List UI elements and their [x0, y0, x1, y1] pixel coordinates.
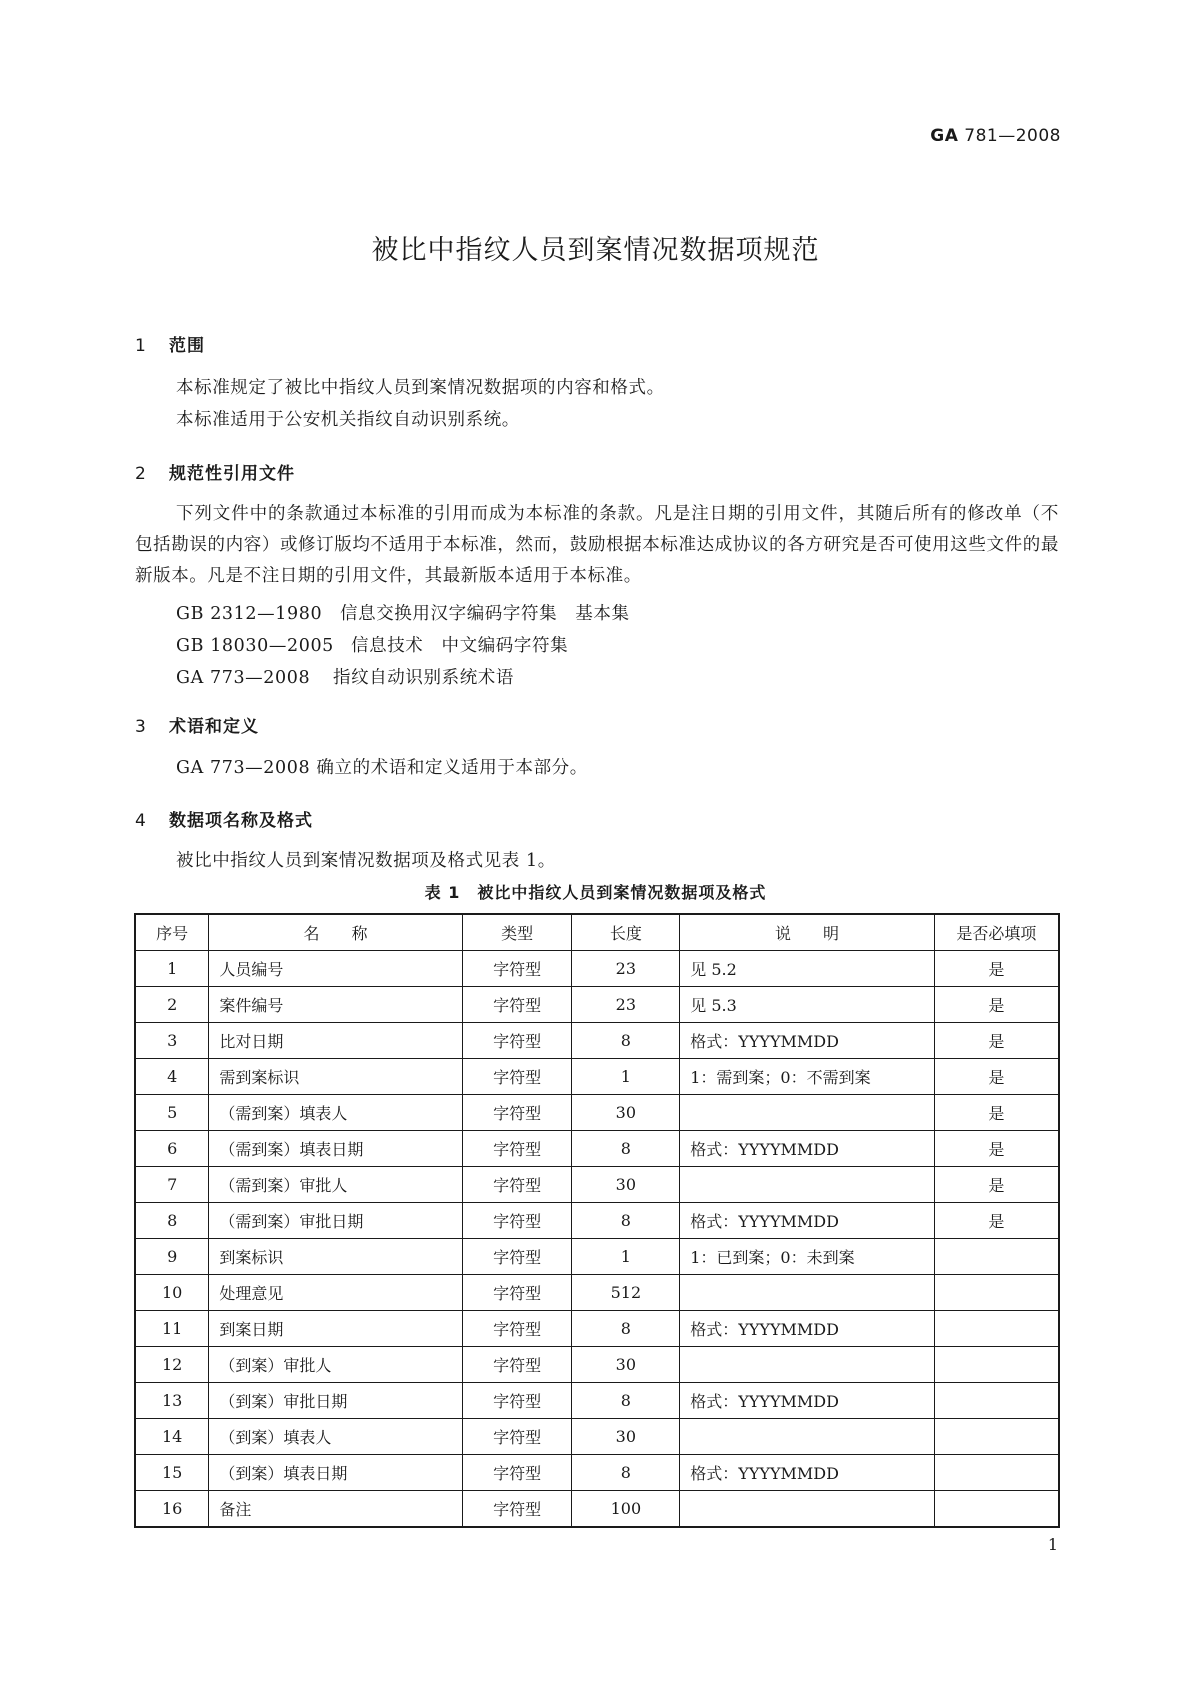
- cell-type: 字符型: [462, 1455, 572, 1491]
- terms-paragraph: GA 773—2008 确立的术语和定义适用于本部分。: [176, 758, 588, 778]
- cell-length: 8: [572, 1383, 680, 1419]
- reference-title: 信息交换用汉字编码字符集 基本集: [340, 604, 630, 624]
- section-number: 3: [135, 717, 147, 737]
- reference-item: [176, 632, 568, 657]
- table-row: [135, 1203, 1059, 1239]
- cell-name: 比对日期: [209, 1023, 462, 1059]
- cell-seq: 11: [135, 1311, 209, 1347]
- cell-description: 见 5.2: [680, 951, 935, 987]
- section-title: 术语和定义: [169, 717, 259, 737]
- reference-item: [176, 600, 630, 625]
- cell-type: 字符型: [462, 951, 572, 987]
- cell-seq: 12: [135, 1347, 209, 1383]
- cell-seq: 16: [135, 1491, 209, 1528]
- header-length: 长度: [572, 914, 680, 951]
- cell-type: 字符型: [462, 1131, 572, 1167]
- cell-required: [934, 1311, 1059, 1347]
- data-items-table: [134, 913, 1060, 1528]
- cell-required: 是: [934, 1023, 1059, 1059]
- cell-length: 1: [572, 1239, 680, 1275]
- cell-name: （到案）填表人: [209, 1419, 462, 1455]
- cell-name: （需到案）填表日期: [209, 1131, 462, 1167]
- cell-type: 字符型: [462, 1059, 572, 1095]
- cell-required: [934, 1419, 1059, 1455]
- cell-required: [934, 1491, 1059, 1528]
- table-row: [135, 1383, 1059, 1419]
- table-row: [135, 1239, 1059, 1275]
- reference-code: GB 2312—1980: [176, 604, 323, 624]
- cell-required: 是: [934, 1131, 1059, 1167]
- cell-seq: 5: [135, 1095, 209, 1131]
- cell-name: （需到案）填表人: [209, 1095, 462, 1131]
- cell-type: 字符型: [462, 1491, 572, 1528]
- cell-seq: 6: [135, 1131, 209, 1167]
- header-type: 类型: [462, 914, 572, 951]
- table-row: [135, 987, 1059, 1023]
- cell-name: 案件编号: [209, 987, 462, 1023]
- cell-seq: 10: [135, 1275, 209, 1311]
- cell-description: [680, 1491, 935, 1528]
- cell-name: （到案）审批日期: [209, 1383, 462, 1419]
- data-items-paragraph: 被比中指纹人员到案情况数据项及格式见表 1。: [176, 851, 556, 871]
- cell-length: 23: [572, 951, 680, 987]
- table-header-row: [135, 914, 1059, 951]
- cell-required: [934, 1275, 1059, 1311]
- header-name: 名 称: [209, 914, 462, 951]
- cell-description: [680, 1347, 935, 1383]
- header-description: 说 明: [680, 914, 935, 951]
- cell-type: 字符型: [462, 1023, 572, 1059]
- cell-description: [680, 1167, 935, 1203]
- table-row: [135, 1311, 1059, 1347]
- scope-paragraph-2: 本标准适用于公安机关指纹自动识别系统。: [176, 410, 520, 430]
- table-row: [135, 1455, 1059, 1491]
- table-row: [135, 1095, 1059, 1131]
- cell-type: 字符型: [462, 1275, 572, 1311]
- cell-description: 格式：YYYYMMDD: [680, 1383, 935, 1419]
- section-title: 规范性引用文件: [169, 464, 295, 484]
- cell-name: 备注: [209, 1491, 462, 1528]
- header-seq: 序号: [135, 914, 209, 951]
- table-row: [135, 1059, 1059, 1095]
- cell-seq: 8: [135, 1203, 209, 1239]
- cell-length: 8: [572, 1455, 680, 1491]
- section-title: 范围: [169, 336, 205, 356]
- cell-length: 8: [572, 1203, 680, 1239]
- cell-type: 字符型: [462, 987, 572, 1023]
- scope-paragraph-1: 本标准规定了被比中指纹人员到案情况数据项的内容和格式。: [176, 378, 665, 398]
- cell-length: 30: [572, 1095, 680, 1131]
- cell-length: 512: [572, 1275, 680, 1311]
- cell-required: [934, 1239, 1059, 1275]
- section-number: 4: [135, 811, 147, 831]
- cell-description: 格式：YYYYMMDD: [680, 1131, 935, 1167]
- cell-name: 到案标识: [209, 1239, 462, 1275]
- section-number: 2: [135, 464, 147, 484]
- cell-required: [934, 1383, 1059, 1419]
- cell-required: 是: [934, 1095, 1059, 1131]
- section-3-heading: [135, 712, 259, 737]
- cell-description: 格式：YYYYMMDD: [680, 1455, 935, 1491]
- cell-name: （需到案）审批人: [209, 1167, 462, 1203]
- cell-description: 格式：YYYYMMDD: [680, 1203, 935, 1239]
- cell-description: [680, 1275, 935, 1311]
- cell-seq: 13: [135, 1383, 209, 1419]
- cell-type: 字符型: [462, 1239, 572, 1275]
- section-title: 数据项名称及格式: [169, 811, 313, 831]
- cell-description: 1：已到案；0：未到案: [680, 1239, 935, 1275]
- cell-name: 到案日期: [209, 1311, 462, 1347]
- reference-code: GB 18030—2005: [176, 636, 334, 656]
- cell-name: 处理意见: [209, 1275, 462, 1311]
- cell-name: （到案）审批人: [209, 1347, 462, 1383]
- reference-title: 信息技术 中文编码字符集: [351, 636, 569, 656]
- section-number: 1: [135, 336, 147, 356]
- cell-seq: 4: [135, 1059, 209, 1095]
- standard-code-number: 781—2008: [964, 126, 1061, 146]
- document-title: 被比中指纹人员到案情况数据项规范: [371, 235, 820, 266]
- section-4-heading: [135, 806, 313, 831]
- cell-description: 1：需到案；0：不需到案: [680, 1059, 935, 1095]
- section-1-heading: [135, 331, 205, 356]
- references-intro: 下列文件中的条款通过本标准的引用而成为本标准的条款。凡是注日期的引用文件，其随后所有的修改单（不包括勘误的内容）或修订版均不适用于本标准，然而，鼓励根据本标准达成协议的各方研究是否可使用这些文件的最新版本。凡是不注日期的引用文件，其最新版本适用于本标准。: [135, 504, 1059, 586]
- cell-description: 见 5.3: [680, 987, 935, 1023]
- cell-required: [934, 1347, 1059, 1383]
- cell-required: 是: [934, 1059, 1059, 1095]
- cell-name: 需到案标识: [209, 1059, 462, 1095]
- cell-name: 人员编号: [209, 951, 462, 987]
- cell-required: 是: [934, 1167, 1059, 1203]
- cell-seq: 1: [135, 951, 209, 987]
- page-number: 1: [1047, 1535, 1058, 1554]
- standard-code-prefix: GA: [930, 126, 959, 146]
- cell-required: 是: [934, 987, 1059, 1023]
- reference-code: GA 773—2008: [176, 668, 311, 688]
- cell-description: [680, 1419, 935, 1455]
- header-required: 是否必填项: [934, 914, 1059, 951]
- cell-length: 100: [572, 1491, 680, 1528]
- cell-type: 字符型: [462, 1167, 572, 1203]
- cell-length: 23: [572, 987, 680, 1023]
- cell-required: [934, 1455, 1059, 1491]
- cell-required: 是: [934, 951, 1059, 987]
- cell-type: 字符型: [462, 1095, 572, 1131]
- standard-code: [930, 126, 1061, 146]
- table-row: [135, 1491, 1059, 1528]
- table-row: [135, 1023, 1059, 1059]
- cell-seq: 14: [135, 1419, 209, 1455]
- cell-length: 8: [572, 1023, 680, 1059]
- table-row: [135, 1167, 1059, 1203]
- cell-description: 格式：YYYYMMDD: [680, 1023, 935, 1059]
- cell-length: 8: [572, 1131, 680, 1167]
- cell-type: 字符型: [462, 1347, 572, 1383]
- cell-type: 字符型: [462, 1203, 572, 1239]
- table-row: [135, 951, 1059, 987]
- section-2-heading: [135, 459, 295, 484]
- table-row: [135, 1131, 1059, 1167]
- reference-item: [176, 664, 514, 689]
- table-row: [135, 1347, 1059, 1383]
- cell-length: 8: [572, 1311, 680, 1347]
- cell-length: 30: [572, 1419, 680, 1455]
- cell-seq: 2: [135, 987, 209, 1023]
- cell-length: 30: [572, 1167, 680, 1203]
- table-caption: 表 1 被比中指纹人员到案情况数据项及格式: [424, 883, 767, 902]
- cell-type: 字符型: [462, 1383, 572, 1419]
- cell-name: （到案）填表日期: [209, 1455, 462, 1491]
- cell-seq: 3: [135, 1023, 209, 1059]
- cell-seq: 7: [135, 1167, 209, 1203]
- cell-seq: 9: [135, 1239, 209, 1275]
- cell-type: 字符型: [462, 1419, 572, 1455]
- cell-length: 1: [572, 1059, 680, 1095]
- cell-description: [680, 1095, 935, 1131]
- cell-name: （需到案）审批日期: [209, 1203, 462, 1239]
- table-row: [135, 1419, 1059, 1455]
- cell-seq: 15: [135, 1455, 209, 1491]
- table-row: [135, 1275, 1059, 1311]
- reference-title: 指纹自动识别系统术语: [333, 668, 514, 688]
- cell-required: 是: [934, 1203, 1059, 1239]
- cell-length: 30: [572, 1347, 680, 1383]
- cell-description: 格式：YYYYMMDD: [680, 1311, 935, 1347]
- cell-type: 字符型: [462, 1311, 572, 1347]
